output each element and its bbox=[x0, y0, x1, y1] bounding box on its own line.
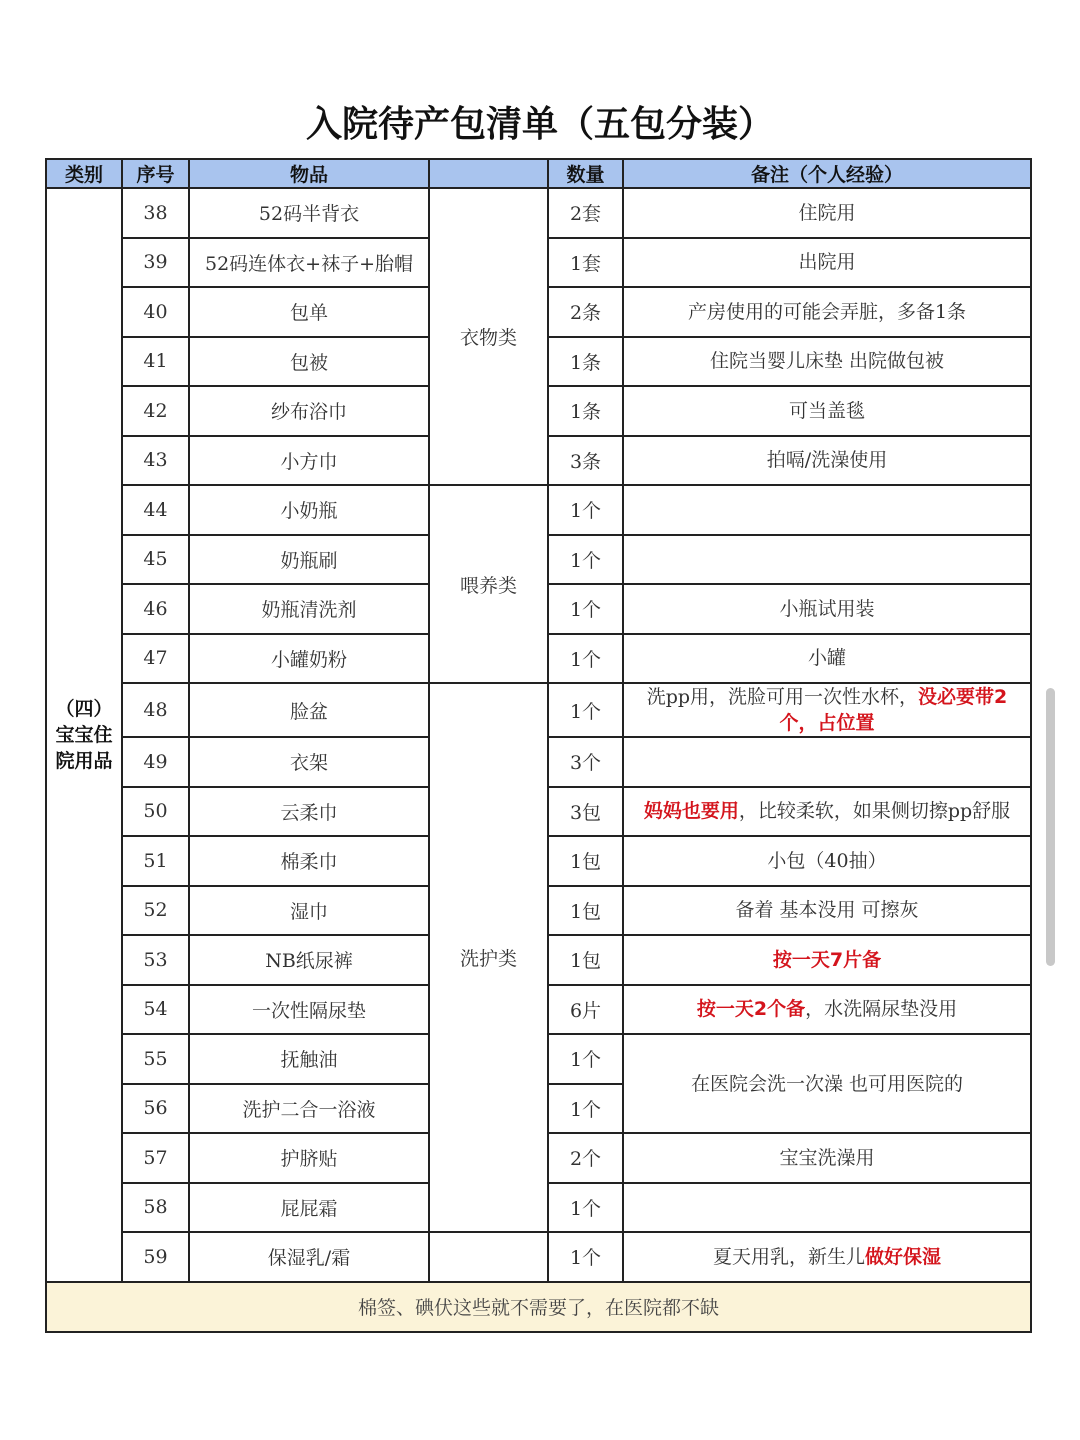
item-no: 55 bbox=[122, 1034, 189, 1084]
item-remark bbox=[623, 287, 1031, 337]
item-name: 包被 bbox=[189, 337, 429, 387]
remark-segment: 出院用 bbox=[798, 251, 856, 274]
item-name: 包单 bbox=[189, 287, 429, 337]
checklist-table bbox=[45, 158, 1032, 1333]
remark-segment: 在医院会洗一次澡 也可用医院的 bbox=[690, 1072, 964, 1095]
item-qty: 3条 bbox=[548, 436, 623, 486]
item-name: 衣架 bbox=[189, 737, 429, 787]
item-no: 42 bbox=[122, 386, 189, 436]
header-sub bbox=[429, 159, 548, 188]
item-no: 45 bbox=[122, 535, 189, 585]
item-qty: 6片 bbox=[548, 985, 623, 1035]
item-remark bbox=[623, 634, 1031, 684]
item-name: 脸盆 bbox=[189, 683, 429, 737]
header-qty: 数量 bbox=[548, 159, 623, 188]
item-remark bbox=[623, 1034, 1031, 1133]
item-qty: 1个 bbox=[548, 584, 623, 634]
remark-segment: 产房使用的可能会弄脏，多备1条 bbox=[687, 300, 967, 323]
item-remark bbox=[623, 985, 1031, 1035]
item-no: 50 bbox=[122, 787, 189, 837]
item-qty: 1个 bbox=[548, 634, 623, 684]
item-no: 41 bbox=[122, 337, 189, 387]
item-qty: 2条 bbox=[548, 287, 623, 337]
item-remark bbox=[623, 535, 1031, 585]
item-name: 护脐贴 bbox=[189, 1133, 429, 1183]
category-cell: （四）宝宝住院用品 bbox=[46, 188, 122, 1282]
item-name: NB纸尿裤 bbox=[189, 935, 429, 985]
item-qty: 1包 bbox=[548, 935, 623, 985]
subcategory-cell: 衣物类 bbox=[429, 188, 548, 485]
item-qty: 1个 bbox=[548, 1232, 623, 1282]
item-remark bbox=[623, 683, 1031, 737]
item-no: 43 bbox=[122, 436, 189, 486]
item-name: 奶瓶清洗剂 bbox=[189, 584, 429, 634]
item-qty: 3包 bbox=[548, 787, 623, 837]
item-remark bbox=[623, 1133, 1031, 1183]
item-name: 云柔巾 bbox=[189, 787, 429, 837]
item-no: 46 bbox=[122, 584, 189, 634]
item-remark bbox=[623, 737, 1031, 787]
item-name: 52码半背衣 bbox=[189, 188, 429, 238]
remark-segment: 没必要带2个，占位置 bbox=[779, 686, 1008, 734]
remark-segment: ，水洗隔尿垫没用 bbox=[805, 998, 958, 1021]
remark-segment: 妈妈也要用 bbox=[643, 800, 739, 823]
item-qty: 3个 bbox=[548, 737, 623, 787]
page-title: 入院待产包清单（五包分装） bbox=[305, 104, 774, 145]
item-remark bbox=[623, 337, 1031, 387]
footer-note: 棉签、碘伏这些就不需要了，在医院都不缺 bbox=[46, 1282, 1031, 1332]
item-no: 54 bbox=[122, 985, 189, 1035]
item-remark bbox=[623, 238, 1031, 288]
item-qty: 1包 bbox=[548, 886, 623, 936]
item-remark bbox=[623, 1232, 1031, 1282]
item-name: 小奶瓶 bbox=[189, 485, 429, 535]
item-no: 48 bbox=[122, 683, 189, 737]
item-no: 53 bbox=[122, 935, 189, 985]
item-no: 39 bbox=[122, 238, 189, 288]
item-no: 44 bbox=[122, 485, 189, 535]
table-row bbox=[46, 188, 1031, 238]
subcategory-cell: 洗护类 bbox=[429, 683, 548, 1232]
remark-segment: 夏天用乳，新生儿 bbox=[712, 1245, 865, 1268]
item-qty: 1个 bbox=[548, 1034, 623, 1084]
item-remark bbox=[623, 188, 1031, 238]
remark-segment: 宝宝洗澡用 bbox=[779, 1146, 875, 1169]
item-name: 棉柔巾 bbox=[189, 836, 429, 886]
item-qty: 1个 bbox=[548, 485, 623, 535]
item-no: 51 bbox=[122, 836, 189, 886]
remark-segment: 拍嗝/洗澡使用 bbox=[766, 449, 888, 472]
item-qty: 1套 bbox=[548, 238, 623, 288]
header-item: 物品 bbox=[189, 159, 429, 188]
remark-segment: ，比较柔软，如果侧切擦pp舒服 bbox=[738, 800, 1011, 823]
item-remark bbox=[623, 935, 1031, 985]
item-remark bbox=[623, 436, 1031, 486]
item-name: 52码连体衣+袜子+胎帽 bbox=[189, 238, 429, 288]
remark-segment: 小罐 bbox=[807, 647, 846, 670]
item-qty: 1条 bbox=[548, 337, 623, 387]
item-no: 52 bbox=[122, 886, 189, 936]
item-no: 49 bbox=[122, 737, 189, 787]
item-remark bbox=[623, 584, 1031, 634]
item-name: 保湿乳/霜 bbox=[189, 1232, 429, 1282]
header-category: 类别 bbox=[46, 159, 122, 188]
item-qty: 1个 bbox=[548, 683, 623, 737]
item-remark bbox=[623, 1183, 1031, 1233]
remark-segment: 按一天7片备 bbox=[772, 948, 882, 971]
table-header bbox=[46, 159, 1031, 188]
remark-segment: 备着 基本没用 可擦灰 bbox=[735, 899, 919, 922]
item-no: 59 bbox=[122, 1232, 189, 1282]
remark-segment: 按一天2个备 bbox=[696, 998, 806, 1021]
item-qty: 1条 bbox=[548, 386, 623, 436]
subcategory-cell bbox=[429, 1232, 548, 1282]
remark-segment: 小包（40抽） bbox=[767, 849, 887, 872]
item-name: 一次性隔尿垫 bbox=[189, 985, 429, 1035]
item-qty: 2个 bbox=[548, 1133, 623, 1183]
item-qty: 1个 bbox=[548, 1084, 623, 1134]
item-name: 小罐奶粉 bbox=[189, 634, 429, 684]
item-name: 屁屁霜 bbox=[189, 1183, 429, 1233]
header-remark: 备注（个人经验） bbox=[623, 159, 1031, 188]
item-no: 58 bbox=[122, 1183, 189, 1233]
item-remark bbox=[623, 787, 1031, 837]
item-remark bbox=[623, 886, 1031, 936]
item-remark bbox=[623, 386, 1031, 436]
item-no: 57 bbox=[122, 1133, 189, 1183]
item-no: 40 bbox=[122, 287, 189, 337]
item-qty: 1个 bbox=[548, 535, 623, 585]
item-name: 抚触油 bbox=[189, 1034, 429, 1084]
item-name: 奶瓶刷 bbox=[189, 535, 429, 585]
item-name: 湿巾 bbox=[189, 886, 429, 936]
header-no: 序号 bbox=[122, 159, 189, 188]
item-no: 47 bbox=[122, 634, 189, 684]
remark-segment: 住院用 bbox=[798, 201, 856, 224]
item-qty: 1包 bbox=[548, 836, 623, 886]
table-row bbox=[46, 1232, 1031, 1282]
item-remark bbox=[623, 836, 1031, 886]
remark-segment: 住院当婴儿床垫 出院做包被 bbox=[709, 350, 945, 373]
table-row bbox=[46, 485, 1031, 535]
subcategory-cell: 喂养类 bbox=[429, 485, 548, 683]
table-row bbox=[46, 683, 1031, 737]
item-qty: 1个 bbox=[548, 1183, 623, 1233]
item-name: 纱布浴巾 bbox=[189, 386, 429, 436]
remark-segment: 洗pp用，洗脸可用一次性水杯， bbox=[646, 686, 919, 708]
item-qty: 2套 bbox=[548, 188, 623, 238]
item-no: 56 bbox=[122, 1084, 189, 1134]
item-no: 38 bbox=[122, 188, 189, 238]
remark-segment: 小瓶试用装 bbox=[779, 597, 875, 620]
item-name: 小方巾 bbox=[189, 436, 429, 486]
item-remark bbox=[623, 485, 1031, 535]
item-name: 洗护二合一浴液 bbox=[189, 1084, 429, 1134]
scrollbar[interactable] bbox=[1046, 688, 1055, 966]
remark-segment: 可当盖毯 bbox=[788, 399, 865, 422]
remark-segment: 做好保湿 bbox=[865, 1245, 942, 1268]
